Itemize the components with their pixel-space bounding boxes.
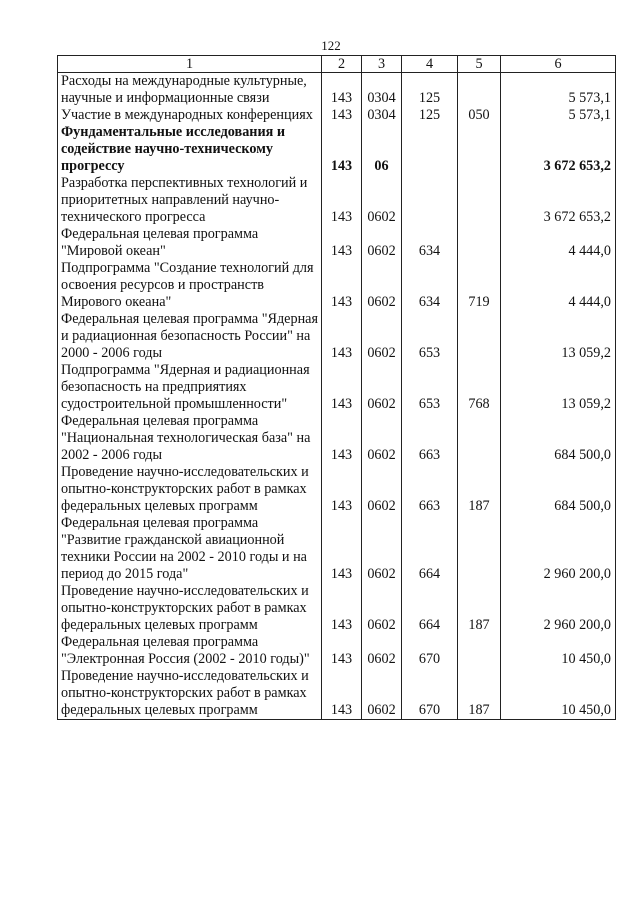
row-code-4: 634 [402, 260, 458, 311]
row-name: Федеральная целевая программа "Развитие гражданской авиационной техники России на 2002 - 2010 годы и на период до 2015 года" [58, 515, 322, 583]
row-code-4: 664 [402, 583, 458, 634]
row-code-3: 0304 [362, 73, 402, 108]
row-amount: 10 450,0 [501, 634, 616, 668]
row-amount: 684 500,0 [501, 464, 616, 515]
table-row [58, 260, 616, 311]
row-code-4: 664 [402, 515, 458, 583]
row-code-3: 0602 [362, 362, 402, 413]
row-code-2: 143 [322, 107, 362, 124]
row-name: Подпрограмма "Создание технологий для освоения ресурсов и пространств Мирового океана" [58, 260, 322, 311]
row-name: Участие в международных конференциях [58, 107, 322, 124]
row-amount: 13 059,2 [501, 362, 616, 413]
row-code-2: 143 [322, 413, 362, 464]
row-code-2: 143 [322, 124, 362, 175]
row-code-3: 0602 [362, 668, 402, 720]
row-code-5: 768 [458, 362, 501, 413]
row-amount: 3 672 653,2 [501, 124, 616, 175]
row-code-3: 0602 [362, 260, 402, 311]
row-name: Проведение научно-исследовательских и опытно-конструкторских работ в рамках федеральных целевых программ [58, 668, 322, 720]
row-code-5: 187 [458, 583, 501, 634]
row-name: Подпрограмма "Ядерная и радиационная безопасность на предприятиях судостроительной промышленности" [58, 362, 322, 413]
row-code-4: 670 [402, 668, 458, 720]
row-name: Фундаментальные исследования и содействие научно-техническому прогрессу [58, 124, 322, 175]
table-row [58, 362, 616, 413]
row-code-3: 06 [362, 124, 402, 175]
row-code-5 [458, 175, 501, 226]
row-code-2: 143 [322, 260, 362, 311]
row-amount: 5 573,1 [501, 107, 616, 124]
column-header-1: 1 [58, 56, 322, 73]
row-name: Федеральная целевая программа "Электронная Россия (2002 - 2010 годы)" [58, 634, 322, 668]
row-name: Расходы на международные культурные, научные и информационные связи [58, 73, 322, 108]
row-code-2: 143 [322, 515, 362, 583]
row-code-5 [458, 413, 501, 464]
table-row [58, 464, 616, 515]
table-row [58, 175, 616, 226]
row-code-3: 0602 [362, 583, 402, 634]
row-amount: 684 500,0 [501, 413, 616, 464]
row-code-5: 187 [458, 464, 501, 515]
row-name: Разработка перспективных технологий и приоритетных направлений научно-технического прогресса [58, 175, 322, 226]
table-row [58, 634, 616, 668]
row-code-5: 050 [458, 107, 501, 124]
row-code-5: 187 [458, 668, 501, 720]
row-code-5 [458, 73, 501, 108]
row-code-2: 143 [322, 73, 362, 108]
row-code-4 [402, 124, 458, 175]
table-row [58, 73, 616, 108]
row-code-3: 0602 [362, 413, 402, 464]
row-name: Проведение научно-исследовательских и опытно-конструкторских работ в рамках федеральных целевых программ [58, 583, 322, 634]
row-name: Федеральная целевая программа "Ядерная и радиационная безопасность России" на 2000 - 2006 годы [58, 311, 322, 362]
row-code-5 [458, 515, 501, 583]
row-code-3: 0602 [362, 175, 402, 226]
row-code-5 [458, 634, 501, 668]
column-header-5: 5 [458, 56, 501, 73]
row-code-3: 0602 [362, 515, 402, 583]
row-code-2: 143 [322, 311, 362, 362]
row-amount: 4 444,0 [501, 260, 616, 311]
row-amount: 3 672 653,2 [501, 175, 616, 226]
row-code-5 [458, 226, 501, 260]
row-code-5: 719 [458, 260, 501, 311]
table-row [58, 226, 616, 260]
table-row [58, 311, 616, 362]
row-code-3: 0602 [362, 311, 402, 362]
row-code-3: 0602 [362, 634, 402, 668]
table-row [58, 515, 616, 583]
row-code-4: 125 [402, 107, 458, 124]
row-code-4 [402, 175, 458, 226]
column-header-3: 3 [362, 56, 402, 73]
budget-table [57, 55, 616, 720]
row-code-4: 663 [402, 464, 458, 515]
row-name: Федеральная целевая программа "Мировой океан" [58, 226, 322, 260]
row-code-4: 653 [402, 311, 458, 362]
page-number: 122 [321, 38, 341, 53]
row-amount: 2 960 200,0 [501, 583, 616, 634]
table-header [58, 56, 616, 73]
row-amount: 4 444,0 [501, 226, 616, 260]
row-code-5 [458, 311, 501, 362]
row-code-2: 143 [322, 583, 362, 634]
row-code-4: 663 [402, 413, 458, 464]
row-amount: 5 573,1 [501, 73, 616, 108]
row-name: Проведение научно-исследовательских и опытно-конструкторских работ в рамках федеральных целевых программ [58, 464, 322, 515]
row-code-2: 143 [322, 668, 362, 720]
column-header-2: 2 [322, 56, 362, 73]
row-code-2: 143 [322, 175, 362, 226]
row-code-2: 143 [322, 634, 362, 668]
row-amount: 2 960 200,0 [501, 515, 616, 583]
table-row [58, 668, 616, 720]
column-header-4: 4 [402, 56, 458, 73]
row-code-3: 0602 [362, 464, 402, 515]
table-row [58, 124, 616, 175]
row-code-4: 634 [402, 226, 458, 260]
row-code-3: 0304 [362, 107, 402, 124]
row-code-2: 143 [322, 362, 362, 413]
table-row [58, 583, 616, 634]
row-name: Федеральная целевая программа "Национальная технологическая база" на 2002 - 2006 годы [58, 413, 322, 464]
table-body [58, 73, 616, 720]
row-code-4: 125 [402, 73, 458, 108]
table-row [58, 413, 616, 464]
column-header-6: 6 [501, 56, 616, 73]
table-row [58, 107, 616, 124]
row-code-4: 653 [402, 362, 458, 413]
row-code-5 [458, 124, 501, 175]
row-code-3: 0602 [362, 226, 402, 260]
header-row [58, 56, 616, 73]
row-amount: 13 059,2 [501, 311, 616, 362]
row-code-2: 143 [322, 226, 362, 260]
row-code-4: 670 [402, 634, 458, 668]
row-amount: 10 450,0 [501, 668, 616, 720]
row-code-2: 143 [322, 464, 362, 515]
